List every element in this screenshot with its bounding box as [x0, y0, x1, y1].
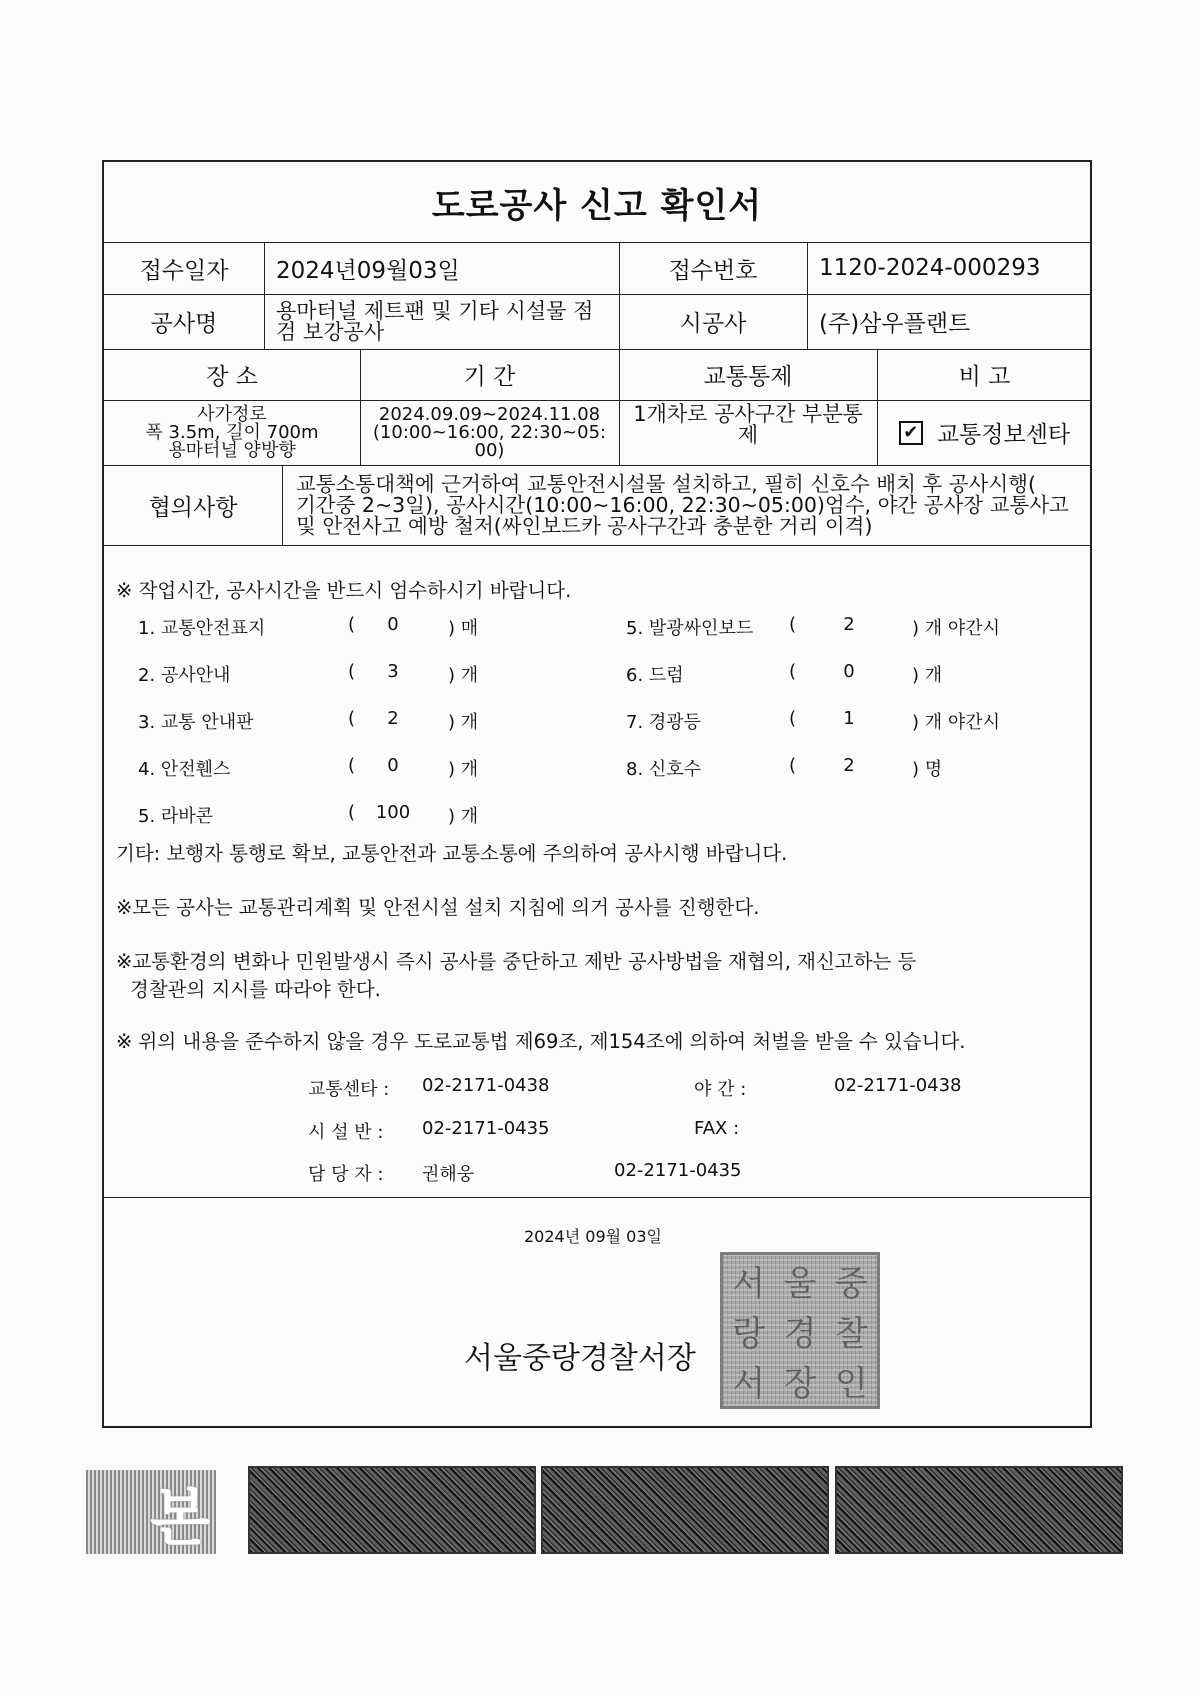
item-unit: ) 개	[448, 759, 479, 780]
checkbox-checked-icon: ✔	[899, 421, 923, 445]
item-qty: 1	[843, 708, 855, 729]
facility-label: 시 설 반 :	[308, 1122, 384, 1143]
item-unit: ) 개	[448, 665, 479, 686]
night-label: 야 간 :	[694, 1079, 747, 1100]
item-qty: 2	[387, 708, 399, 729]
item-open: (	[348, 708, 356, 729]
other-notice: 기타: 보행자 통행로 확보, 교통안전과 교통소통에 주의하여 공사시행 바랍니다.	[116, 842, 788, 865]
night-phone: 02-2171-0438	[834, 1075, 962, 1096]
issuer-name: 서울중랑경찰서장	[464, 1341, 696, 1376]
item-unit: ) 개 야간시	[912, 618, 1001, 639]
barcode-2	[541, 1466, 829, 1554]
item-unit: ) 개	[448, 806, 479, 827]
note-header: 비 고	[958, 364, 1011, 390]
period-header: 기 간	[463, 364, 516, 390]
item-unit: ) 명	[912, 759, 943, 780]
notice-penalty: ※ 위의 내용을 준수하지 않을 경우 도로교통법 제69조, 제154조에 의하여 처벌을 받을 수 있습니다.	[116, 1030, 966, 1053]
receipt-no-label: 접수번호	[668, 257, 758, 284]
agreement-line1: 교통소통대책에 근거하여 교통안전시설물 설치하고, 필히 신호수 배치 후 공사시행(	[296, 471, 1036, 496]
item-qty: 3	[387, 661, 399, 682]
item-qty: 2	[843, 614, 855, 635]
item-name: 3. 교통 안내판	[138, 712, 254, 733]
item-name: 4. 안전휀스	[138, 759, 231, 780]
barcode-3	[835, 1466, 1123, 1554]
contractor-label: 시공사	[679, 311, 747, 337]
item-unit: ) 개 야간시	[912, 712, 1001, 733]
location-line1: 사가정로	[197, 403, 267, 425]
notice-change-line1: ※교통환경의 변화나 민원발생시 즉시 공사를 중단하고 제반 공사방법을 재협의, 재신고하는 등	[116, 950, 917, 973]
location-line3: 용마터널 양방향	[168, 439, 296, 461]
contractor: (주)삼우플랜트	[819, 311, 971, 337]
project-name-line1: 용마터널 제트팬 및 기타 시설물 점	[276, 298, 594, 323]
note-value: 교통정보센타	[936, 422, 1071, 448]
copy-mark-text: 본	[150, 1480, 210, 1554]
location-line2: 폭 3.5m, 길이 700m	[145, 421, 319, 443]
item-open: (	[348, 755, 356, 776]
project-label: 공사명	[150, 311, 218, 337]
official-seal-stamp: 서 울 중 랑 경 찰 서 장 인	[720, 1252, 880, 1409]
traffic-control-line1: 1개차로 공사구간 부분통	[633, 402, 863, 426]
traffic-center-label: 교통센타 :	[308, 1079, 390, 1100]
item-name: 7. 경광등	[626, 712, 702, 733]
location-header: 장 소	[206, 364, 258, 390]
item-qty: 0	[843, 661, 855, 682]
item-open: (	[348, 802, 356, 823]
item-name: 8. 신호수	[626, 759, 702, 780]
item-name: 2. 공사안내	[138, 665, 231, 686]
divider	[104, 1197, 1090, 1198]
manager-label: 담 당 자 :	[308, 1164, 384, 1185]
copy-mark	[86, 1470, 216, 1554]
item-name: 5. 발광싸인보드	[626, 618, 754, 639]
item-open: (	[348, 614, 356, 635]
fax-label: FAX :	[694, 1118, 740, 1139]
item-open: (	[789, 708, 797, 729]
period-line1: 2024.09.09~2024.11.08	[378, 403, 601, 425]
manager-name: 권해웅	[422, 1164, 475, 1185]
item-qty: 0	[387, 614, 399, 635]
manager-phone: 02-2171-0435	[614, 1160, 742, 1181]
item-unit: ) 개	[448, 712, 479, 733]
item-name: 1. 교통안전표지	[138, 618, 266, 639]
item-name: 5. 라바콘	[138, 806, 214, 827]
item-unit: ) 매	[448, 618, 479, 639]
traffic-control-line2: 제	[737, 423, 759, 447]
receipt-date: 2024년09월03일	[276, 257, 460, 284]
period-line3: 00)	[474, 439, 505, 461]
item-open: (	[348, 661, 356, 682]
item-name: 6. 드럼	[626, 665, 684, 686]
project-name-line2: 검 보강공사	[276, 319, 385, 344]
barcode-1	[248, 1466, 536, 1554]
agreement-label: 협의사항	[148, 494, 238, 521]
item-qty: 0	[387, 755, 399, 776]
divider	[104, 545, 1090, 546]
item-qty: 100	[375, 802, 411, 823]
facility-phone: 02-2171-0435	[422, 1118, 550, 1139]
document-title: 도로공사 신고 확인서	[431, 185, 763, 226]
period-line2: (10:00~16:00, 22:30~05:	[372, 421, 607, 443]
notice-guideline: ※모든 공사는 교통관리계획 및 안전시설 설치 지침에 의거 공사를 진행한다.	[116, 896, 760, 919]
receipt-no: 1120-2024-000293	[819, 255, 1041, 281]
item-qty: 2	[843, 755, 855, 776]
item-open: (	[789, 661, 797, 682]
traffic-center-phone: 02-2171-0438	[422, 1075, 550, 1096]
notice-change-line2: 경찰관의 지시를 따라야 한다.	[130, 978, 381, 1001]
agreement-line2: 기간중 2~3일), 공사시간(10:00~16:00, 22:30~05:00)엄수, 야간 공사장 교통사고	[296, 492, 1069, 517]
item-open: (	[789, 614, 797, 635]
agreement-line3: 및 안전사고 예방 철저(싸인보드카 공사구간과 충분한 거리 이격)	[296, 513, 873, 538]
traffic-control-header: 교통통제	[703, 364, 793, 390]
issue-date: 2024년 09월 03일	[524, 1227, 662, 1246]
certificate-frame	[102, 160, 1092, 1428]
receipt-date-label: 접수일자	[139, 257, 229, 284]
notice-header: ※ 작업시간, 공사시간을 반드시 엄수하시기 바랍니다.	[116, 579, 572, 602]
item-unit: ) 개	[912, 665, 943, 686]
item-open: (	[789, 755, 797, 776]
